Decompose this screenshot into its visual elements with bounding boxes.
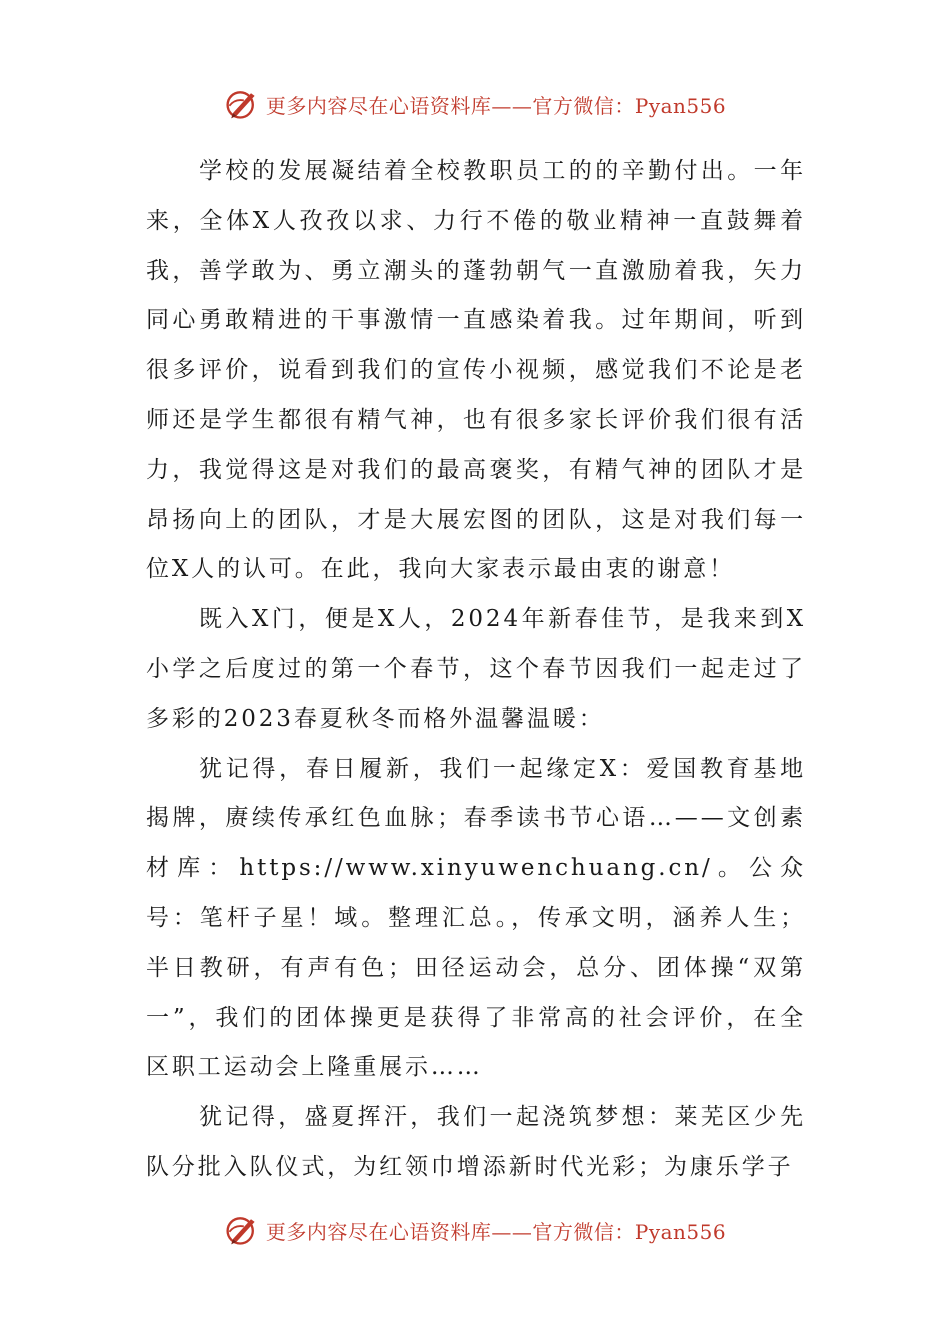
document-body	[146, 147, 806, 1193]
pen-circle-logo-icon	[224, 1212, 260, 1248]
header-banner-text: 更多内容尽在心语资料库——官方微信：Pyan556	[265, 93, 727, 118]
paragraph-3: 犹记得，春日履新，我们一起缘定X：爱国教育基地揭牌，赓续传承红色血脉；春季读书节心语…——文创素材库：https://www.xinyuwenchuang.cn/。公众号：笔杆子星！域。整理汇总。，传承文明，涵养人生；半日教研，有声有色；田径运动会，总分、团体操“双第一”，我们的团体操更是获得了非常高的社会评价，在全区职工运动会上隆重展示……	[146, 755, 806, 1081]
paragraph-1: 学校的发展凝结着全校教职员工的的辛勤付出。一年来，全体X人孜孜以求、力行不倦的敬业精神一直鼓舞着我，善学敢为、勇立潮头的蓬勃朝气一直激励着我，矢力同心勇敢精进的干事激情一直感染着我。过年期间，听到很多评价，说看到我们的宣传小视频，感觉我们不论是老师还是学生都很有精气神，也有很多家长评价我们很有活力，我觉得这是对我们的最高褒奖，有精气神的团队才是昂扬向上的团队，才是大展宏图的团队，这是对我们每一位X人的认可。在此，我向大家表示最由衷的谢意！	[146, 158, 806, 583]
paragraph-4: 犹记得，盛夏挥汗，我们一起浇筑梦想：莱芜区少先队分批入队仪式，为红领巾增添新时代光彩；为康乐学子	[146, 1104, 806, 1180]
pen-circle-logo-icon	[224, 86, 260, 122]
footer-banner	[0, 1208, 950, 1252]
paragraph-2: 既入X门，便是X人，2024年新春佳节，是我来到X小学之后度过的第一个春节，这个春节因我们一起走过了多彩的2023春夏秋冬而格外温馨温暖：	[146, 606, 806, 732]
footer-banner-text: 更多内容尽在心语资料库——官方微信：Pyan556	[265, 1219, 727, 1244]
header-banner	[0, 82, 950, 126]
